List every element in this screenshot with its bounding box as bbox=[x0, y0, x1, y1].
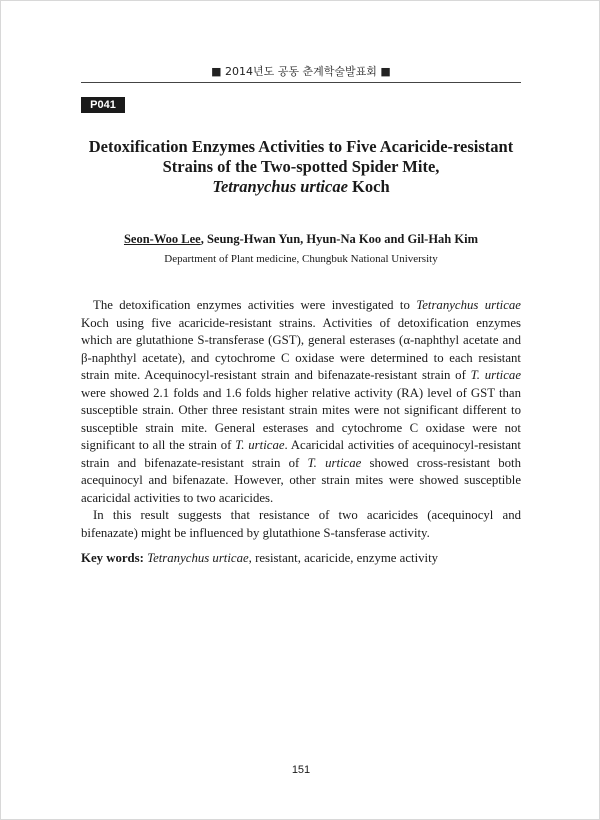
title-species: Tetranychus urticae bbox=[212, 177, 348, 196]
header-rule bbox=[81, 82, 521, 83]
abstract-text: . Acaricidal activities of acequinocyl-resistant strain and bifenazate-resistant strain of bbox=[81, 438, 521, 470]
author-list bbox=[61, 232, 541, 247]
abstract-paragraph-2: In this result suggests that resistance of two acaricides (acequinocyl and bifenazate) might be influenced by glutathione S-tansferase activity. bbox=[81, 508, 521, 540]
abstract-text: The detoxification enzymes activities were investigated to bbox=[93, 298, 417, 312]
co-authors: , Seung-Hwan Yun, Hyun-Na Koo and Gil-Hah Kim bbox=[200, 232, 478, 246]
affiliation: Department of Plant medicine, Chungbuk National University bbox=[164, 253, 438, 265]
presenting-author: Seon-Woo Lee bbox=[123, 232, 201, 246]
title-authority: Koch bbox=[347, 177, 390, 196]
species-name: T. urticae bbox=[307, 455, 362, 470]
poster-id-badge: P041 bbox=[81, 97, 125, 113]
title-line-2: Strains of the Two-spotted Spider Mite, bbox=[162, 157, 440, 176]
abstract-body bbox=[81, 297, 521, 542]
keyword-list: , resistant, acaricide, enzyme activity bbox=[248, 551, 439, 565]
keywords bbox=[81, 551, 521, 566]
abstract-text: showed cross-resistant both acequinocyl and bifenazate. However, other strain mites were showed susceptible acaricidal activities to two acaricides. bbox=[81, 455, 521, 505]
paper-title bbox=[61, 137, 541, 197]
keyword-species: Tetranychus urticae bbox=[147, 551, 249, 565]
abstract-text: were showed 2.1 folds and 1.6 folds higher relative activity (RA) level of GST than susceptible strain. Other three resistant strain mites were not significant different to susceptible strain mite. General esterases and cytochrome C oxidase were not significant to all the strain of bbox=[81, 385, 521, 452]
keywords-label: Key words: bbox=[81, 551, 144, 565]
title-line-1: Detoxification Enzymes Activities to Five Acaricide-resistant bbox=[88, 137, 514, 156]
page-number: 151 bbox=[291, 764, 311, 776]
species-name: T. urticae bbox=[470, 368, 521, 382]
title-line-3 bbox=[61, 177, 541, 197]
conference-header: ■ 2014년도 공동 춘계학술발표회 ■ bbox=[211, 65, 391, 78]
abstract-text: Koch using five acaricide-resistant strains. Activities of detoxification enzymes which are glutathione S-transferase (GST), general esterases (α-naphthyl acetate and β-naphthyl acetate), and cytochrome C oxidase were determined to each resistant strain mite. Acequinocyl-resistant strain and bifenazate-resistant strain of bbox=[81, 315, 521, 382]
abstract-paragraph-1 bbox=[81, 297, 521, 507]
species-name: Tetranychus urticae bbox=[416, 298, 521, 312]
species-name: T. urticae bbox=[235, 438, 285, 452]
